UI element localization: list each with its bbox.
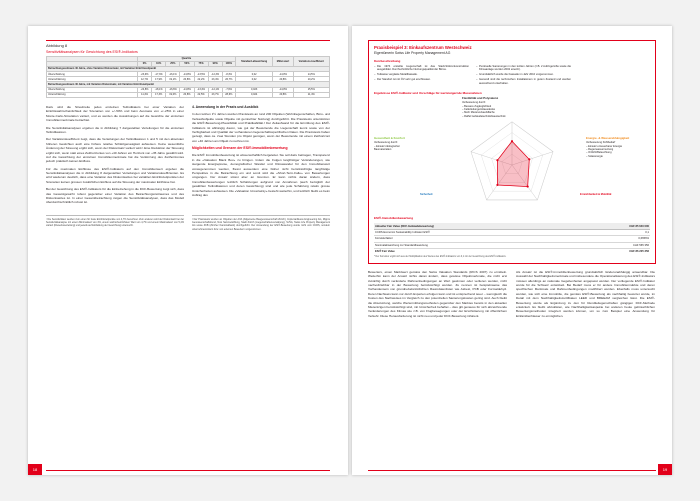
cell: 20,8% <box>273 92 293 97</box>
radar-top-item-1: – Bessere Zugänglichkeit <box>462 104 492 108</box>
row-value: CHF 85 640 000 <box>596 223 650 229</box>
cell: 22,2% <box>194 77 208 82</box>
row-label: Korrekturfaktor <box>374 236 596 242</box>
cell: 20,8% <box>180 77 194 82</box>
footnote-2: ² Der Praxistests wurden an Objekten der AXA (Allgemeine Baugenossenschaft Zürich), Implenia/Reuss Engineering AG, Migros Genossenschaftsbund, Novi Sammelstiftung, Stadt Zürich (Liegenschaftenverwaltung), SUVA, Swiss Life Property Management AG sowie ZKB (Zürcher Kantonalbank) durchgeführt. Der Anwendung der ESI®-Bewertung wurde nicht vom CCRS, sondern unternehmensintern bzw. von externen Bewertern vorgenommen. <box>192 215 330 231</box>
cell: 0,024 <box>235 92 273 97</box>
radar-annotation-top <box>462 97 572 118</box>
list-item: – Punktuelle Sanierungen in den letzten Jahren (z.B. 2 Aufzüge/Lifte sowie die Klimaanlage wurden 2002 ersetzt). <box>476 65 571 73</box>
row-label: Überschätzung <box>47 72 138 77</box>
cell: -23,9% <box>138 72 152 77</box>
cell: -17,3% <box>152 72 166 77</box>
page-left <box>28 26 348 475</box>
page-number-left: 18 <box>28 464 42 475</box>
row-value: CHF 86 225 356 <box>629 250 649 254</box>
practice-example-box <box>368 40 656 264</box>
description-col-2 <box>476 65 571 87</box>
row-label: ESI® Fair Value <box>375 250 395 254</box>
figure-label: Abbildung 8 <box>46 43 68 48</box>
cell: -12,3% <box>208 72 222 77</box>
right-column-2 <box>516 270 655 321</box>
row-value: 0,1 <box>596 229 650 235</box>
paragraph: Bei der Gewichtung des ESI®-Indikators für die Einbeziehung in die DCF-Bewertung zeigt sich, dass das Gesamtgewicht robust gegenüber einer Variation des Betrachtungszeitraumes und des Diskontsatzes ist. In einer Gesamtbetrachtung zeigen die Sensitivitätsanalysen, dass das Modell überdurchschnittlich robust ist. <box>46 187 184 205</box>
radar-right-item-0: Verbesserung Kühlbedarf <box>586 141 616 145</box>
cell: 0,02 <box>235 72 273 77</box>
cell: 26,7% <box>222 77 235 82</box>
list-item: – Teilweise verglaste Metallfassade. <box>374 73 469 77</box>
cell: 19,0% <box>166 92 180 97</box>
radar-left-item-1: – Einsatz ökologischer <box>374 144 400 148</box>
radar-top-item-2: – Kellerleitungen/Hausdecke <box>462 107 496 111</box>
radar-right-item-2: – Regenwassernutzung <box>586 147 614 151</box>
col-header-2: 10% <box>152 61 166 66</box>
cell: 12,7% <box>138 77 152 82</box>
row-label: Überschätzung <box>47 87 138 92</box>
cell: 22,5% <box>194 92 208 97</box>
esi-table-note: * Der Korrektur ergibt sich aus der Multiplikation des Wertes des ESI®-Indikators von 0,1 mit der Gewichtung des ESI®-Indikators. <box>374 255 507 258</box>
row-label: Aktueller Fair Value (DCF-Gebäudebewertung) <box>374 223 596 229</box>
column-1 <box>46 105 184 208</box>
row-value: 0,6656% <box>596 236 650 242</box>
cell: -16,6% <box>166 87 180 92</box>
box-title: Praxisbeispiel 3: Einkaufszentrum Westschweiz <box>374 45 472 50</box>
right-page-content <box>368 40 656 321</box>
row-label: Nominalabweichung zur Standardbewertung <box>374 242 596 248</box>
radar-annotation-right <box>586 137 650 158</box>
radar-right-item-1: – Einsatz erneuerbarer Energie <box>586 144 623 148</box>
footnote-1: ¹ Die Sensitivitäten werden zum einen für feste Eintrittszeitpunkte von 4,7% berechnet. Zum anderen wird der Diskontsatz bei der Sensitivitätsanalyse mit einem Minimalwert von 4%, einem wahrscheinlichsten Wert von 4,7% und einem Maximalwert von 5,4% variiert (Dreiecksverteilung) und jeweils auf Einhaltung der Gewichtung untersucht. <box>46 215 184 231</box>
radar-annotation-left <box>374 137 434 151</box>
col-header-7: 100% <box>222 61 235 66</box>
top-rule-left <box>46 40 330 41</box>
paragraph: In den letzten 1½ Jahren wurden Praxistests an rund 200 Objekten (Wohnliegenschaften, Büro- und Verkaufsobjekte sowie Objekte mit gemischter Nutzung) durchgeführt. Die Praxistests unterstützen die ESI®-Bewertung-Plausibilität und Praktikabilität.² Der Zeitaufwand für die Ermittlung des ESI®-Indikators ist abhängig davon, wie gut der Bewertende die Liegenschaft kennt sowie von der Verfügbarkeit und Qualität der vorhandenen liegenschaftsspezifischen Daten. Die Praxistests haben gezeigt, dass ca. zwei Stunden pro Objekt genügen, wenn der Bewertende mit einem Zeithorizont von +40 Jahren am Objekt zu rechnen ist. <box>192 112 330 143</box>
list-item: – Der Standort ist mit ÖV sehr gut erschlossen. <box>374 78 469 82</box>
page-right <box>352 26 672 475</box>
radar-right-item-4: – Solarenergie <box>586 154 603 158</box>
footer-rule-right <box>368 470 656 471</box>
row-value: CHF 565 356 <box>596 242 650 248</box>
figure-title: Sensitivitätsanalysen für Gewichtung des ESI®-Indikators <box>46 49 138 54</box>
esi-valuation-table <box>374 223 650 254</box>
cell: 11,4% <box>293 92 329 97</box>
cell: -14,8% <box>273 87 293 92</box>
col-header-1: 0% <box>138 61 152 66</box>
quartile-header: Quartile <box>138 56 236 61</box>
radar-chart-area <box>374 97 650 215</box>
row-label: CCRS Economic Sustainability Indicator ESI® <box>374 229 596 235</box>
section-heading: 4. Anwendung in der Praxis und Ausblick <box>192 105 259 109</box>
row-label: Unterschätzung <box>47 92 138 97</box>
table-row <box>374 248 650 254</box>
cell: 0,02 <box>235 77 273 82</box>
left-page-content <box>46 40 330 231</box>
col-header-10: Variations-koeffizient <box>293 56 329 66</box>
cell: -14,8% <box>180 87 194 92</box>
cell: 14,5% <box>293 72 329 77</box>
radar-top-title: Flexibilität und Polyvalenz <box>462 96 499 101</box>
col-header-8: Standard-abweichung <box>235 56 273 66</box>
radar-top-item-4: – Raffel Gebäudetechnik/Haustechnik <box>462 114 506 118</box>
right-column-1 <box>368 270 507 321</box>
results-heading: Ergebnisse ESI®-Indikator und Vorschläge für wertsteigernde Massnahmen <box>374 91 482 96</box>
list-item: – Generell sind die technischen Installationen in gutem Zustand und werden ausreichend unterhalten. <box>476 78 571 86</box>
cell: -7,6% <box>222 87 235 92</box>
esi-table-caption: ESI®-Immobilienbewertung <box>374 216 414 221</box>
paragraph: Bewerters, einen Marktwert gemäss den Swiss Valuation Standards (RICS 2007) zu ermitteln. Weiterhin kann der Ansatz nichts daran ändern, dass gewisse Objektmerkmale, die nicht erst zukünftig durch veränderte Rahmenbedingungen an Wert gewinnen oder verlieren werden, nicht nachvollziehbar in der Bewertung berücksichtigt werden. Zu nennen ist beispielsweise das Vorhandensein von grundnebelsnitzdichten Raumdatenlisten wie Asbest, PCB oder Formaldehyd. Deren Nachweis kann nur durch Experten erfolgen kann und ist entsprechend teuer – wenngleich die Kosten des Nachweises im Vergleich zu den potenziellen Sanierungskosten gering sind. Auch bleibt die Absolutzung, welche Wertermittlungsmethoden gegenüber den Marktes bereits in den aktuellen Mietentzigen berücksichtigt sind, mit Unsicherheit behaftet – dies gilt genauso für sich abzeichnende Veränderungen des Klimas wie z.B. von Flugbewegungen oder der Erschütterung mit öffentlichem Verkehr. Diese Herausforderung ist nicht neu und jeder DCF-Bewertung inhärent. <box>368 269 507 318</box>
cell: 17,3% <box>152 92 166 97</box>
cell: 20,8% <box>273 77 293 82</box>
footer-rule-left <box>46 470 330 471</box>
col-header-5: 75% <box>194 61 208 66</box>
radar-bottom-left-title: Sicherheit <box>420 193 433 197</box>
col-header-4: 50% <box>180 61 194 66</box>
radar-bottom-right-title: Erreichbarkeit & Mobilität <box>580 193 612 197</box>
cell: 0,023 <box>235 87 273 92</box>
radar-chart-svg <box>458 119 566 211</box>
cell: -13,5% <box>194 72 208 77</box>
table-band-2: Betrachtungszeitraum 40 Jahre, mit Variation Diskontsatz, mit Variation Eintrittszeitpunkt <box>47 82 330 87</box>
cell: 28,6% <box>222 92 235 97</box>
description-columns <box>374 65 650 87</box>
cell: -24,8% <box>138 87 152 92</box>
cell: 17,9% <box>152 77 166 82</box>
col-header-6: 90% <box>208 61 222 66</box>
cell: -8,3% <box>222 72 235 77</box>
box-subtitle: Eigentümerin Swiss Life Property Management AG <box>374 51 451 55</box>
cell: 11,4% <box>138 92 152 97</box>
paragraph: Als Ansatz ist die ESI®-Immobilienbewertung grundsätzlich länderunabhängig anwendbar. Die Auswahl der Nachhaltigkeitsmerkmale und insbesondere die Operationalisierung des ESI®-Indikators müssen allerdings an nationale Gegebenheiten angepasst werden. Der vorliegende ESI®-Indikator wurde für die Schweiz entwickelt. Bei Bedarf muss er für andere Immobilienmärkte und deren spezifischen Merkmale und Rahmenbedingungen modifiziert werden. Ebenfalls muss untersucht werden, wie sich eine Immobilie, die gemäss ESI®-Bewertung als nachhaltig bewertet wurde, im Detail mit dem Nachhaltigkeitszertifikaten LEED und BREEAM vergleichen lässt. Die ESI®-Bewertung wurde als Ergänzung zu den für Renditeliegenschaften gängigen DCF-Methode entwickelt. Es bleibt abzuklären, wie Nachhaltigkeitsaspekte bei anderen heute gebräuchlichen Bewertungsmethoden integriert werden können, um so zum Beispiel eine Anwendung für Einfamilienhäuser zu ermöglichen. <box>516 269 655 318</box>
cell: -12,1% <box>208 87 222 92</box>
cell: -18,1% <box>152 87 166 92</box>
paragraph: Dazu wird die Streubreite jedes einzelnen Teilindikators bei einer Variation der Eintrittswahrscheinlichkeit der Szenarien von +/–50% und beim Ausmass von +/–25% in einer Monte-Carlo-Simulation variiert, und es werden die Auswirkungen auf die Gewichte der einzelnen Immobilienmerkmale betrachtet. <box>46 105 184 123</box>
sensitivity-table <box>46 56 330 99</box>
footnote-columns <box>46 211 330 231</box>
radar-left-title: Gesundheit & Komfort <box>374 136 405 141</box>
radar-top-item-0: Verbesserung durch: <box>462 101 486 105</box>
cell: 15,5% <box>293 87 329 92</box>
cell: 10,2% <box>293 77 329 82</box>
col-header-3: 25% <box>166 61 180 66</box>
column-2 <box>192 105 330 208</box>
list-item: – Grundsätzlich wurde die Fassade im Jahr 2010 vorgenommen. <box>476 73 571 77</box>
cell: -14,8% <box>273 72 293 77</box>
table-row <box>47 92 330 97</box>
cell: 23,7% <box>208 92 222 97</box>
paragraph: Für die maximalen Einflüsse des ESI®-Indikators auf den Immobilienwert ergeben die Sensitivitätsanalysen die in Abbildung 8 dargestellten Verteilungen und Variationskoeffizienten. Es wird wiederum deutlich, dass eine Variation des Diskontsatzes bei variablen Eintrittszeitpunkten der Szenarien keinen grossen zusätzlichen Einfluss auf die Streuung der maximalen Einflüsse hat. <box>46 166 184 184</box>
radar-left-item-0: Verbesserung durch: <box>374 141 398 145</box>
paragraph: Der Variationskoeffizient zeigt, dass die Verteilungen der Teilindikatoren 1 und 5 mit den absoluten höheren Gewichten auch eine höhere relative Schätzgenauigkeit aufweisen. Keine wesentliche Änderung der Streuung ergibt sich, wenn der Diskontsatz variiert wird.¹ Eine Reduktion der Streuung ergibt sich, wenn statt eines Zeithorizontes von +40 Jahren ein Horizont von +35 Jahre gewählt wird. Auf die Gewichtung der einzelnen Immobilienmerkmale hat die Verkürzung des Zeithorizontes jedoch praktisch keinen Einfluss. <box>46 137 184 164</box>
right-body-columns <box>368 270 656 321</box>
page-number-right: 19 <box>658 464 672 475</box>
cell: -16,1% <box>166 72 180 77</box>
body-columns <box>46 105 330 208</box>
description-col-1 <box>374 65 469 87</box>
list-item: – Die 1974 erstellte Liegenschaft ist das Stadt-Stützenkonstruktion ausgebildet. Durchschnittliche Nutzungsqualität der Büros. <box>374 65 469 73</box>
section-heading-2: Möglichkeiten und Grenzen der ESI®-Immobilienbewertung <box>192 146 288 151</box>
table-band-1: Betrachtungszeitraum 40 Jahre, ohne Variation Diskontsatz, mit Variation Eintrittszeitpunkt <box>47 66 330 71</box>
paragraph: Die ESI® Immobilienbewertung ist wissenschaftlich hergeleitet. Sie soll dazu beitragen, Transparenz in die «Valuation Black Box» zu bringen. Indem die Folgen langfristiger Veränderungen, wie steigende Energiepreise, demografischer Wandel und Klimawandel für den Immobilienwert vorwegenommen werden, fliesst ausserdem eine bisher nicht berücksichtigte langfristige Perspektive in die Betrachtung ein und somit wird die «Short-Term-Falle» von Bewertungen umgangen. Der Ansatz stösst aber an Grenzen. Er kann nichts daran ändern, dass Immobilienbewertungen letztlich Schätzungen aufgrund von Annahmen (auch bezüglich der gewählten Teilindikatoren und deren Gewichtung) sind und wie jede Schätzung relativ grosse Unsicherheiten aufweisen. Die «Valuation Uncertainty» besteht weiterhin, und letztlich bleibt es beim Auftrag des <box>192 153 330 197</box>
radar-right-title: Energie- & Wasserabhängigkeit <box>586 136 630 141</box>
row-label: Unterschätzung <box>47 77 138 82</box>
radar-right-item-3: – Ortlicht/Beleuchtung <box>586 151 612 155</box>
radar-left-item-2: Baumaterialien <box>374 147 392 151</box>
col-header-9: Mittel-wert <box>273 56 293 66</box>
cell: -13,4% <box>194 87 208 92</box>
cell: -14,8% <box>180 72 194 77</box>
paragraph: Die Sensitivitätsanalysen ergeben die in Abbildung 7 dargestellten Verteilungen für die einzelnen Teilindikatoren. <box>46 125 184 134</box>
radar-top-item-3: – Mehr Mieterverkaufsfläche <box>462 111 495 115</box>
cell: 19,1% <box>166 77 180 82</box>
cell: 20,8% <box>180 92 194 97</box>
cell: 23,4% <box>208 77 222 82</box>
short-description-heading: Kurzbeschreibung <box>374 59 401 63</box>
